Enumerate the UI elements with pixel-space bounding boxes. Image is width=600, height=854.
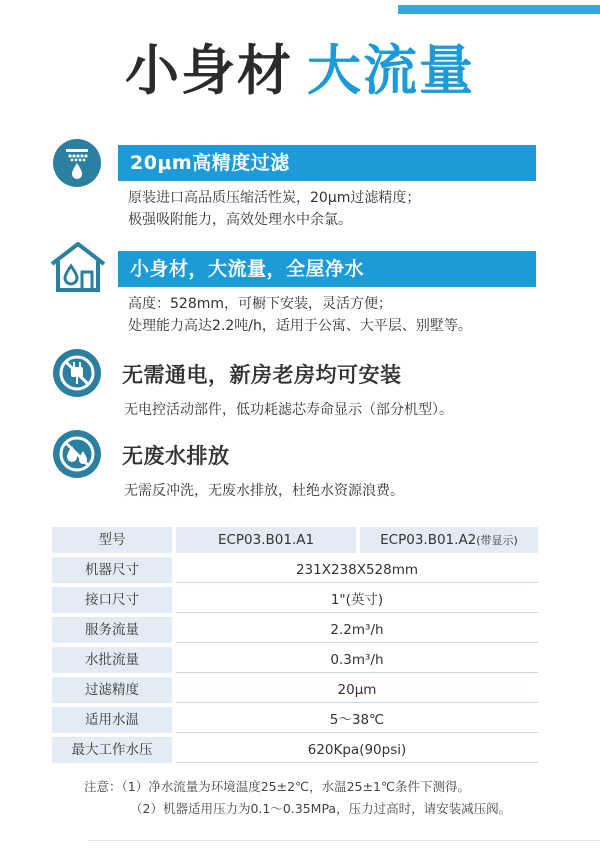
header-model1: ECP03.B01.A1 (176, 527, 356, 553)
feature2-desc (128, 293, 472, 337)
row-value: 620Kpa(90psi) (176, 737, 538, 763)
row-label: 适用水温 (52, 707, 172, 733)
header-label: 型号 (52, 527, 172, 553)
spec-table (52, 527, 538, 767)
bottom-divider (88, 840, 600, 841)
table-row (52, 557, 538, 587)
feature1-title: 20μm高精度过滤 (118, 145, 536, 181)
feature2-line1: 高度：528mm，可橱下安装，灵活方便； (128, 296, 392, 312)
note-line1 (84, 777, 470, 795)
header-model2 (360, 527, 538, 553)
row-value: 0.3m³/h (176, 647, 538, 673)
row-value: 5～38℃ (176, 707, 538, 733)
table-row (52, 677, 538, 707)
headline-part2: 大流量 (307, 39, 475, 102)
row-label: 最大工作水压 (52, 737, 172, 763)
header-model2-name: ECP03.B01.A2 (380, 532, 477, 548)
feature1-line1: 原装进口高品质压缩活性炭，20μm过滤精度； (128, 190, 421, 206)
feature2-line2: 处理能力高达2.2吨/h，适用于公寓、大平层、别墅等。 (128, 318, 472, 334)
page-headline (0, 38, 600, 104)
table-row (52, 617, 538, 647)
no-plug-icon (53, 349, 101, 397)
feature4-line1: 无需反冲洗，无废水排放，杜绝水资源浪费。 (124, 483, 404, 499)
feature1-line2: 极强吸附能力，高效处理水中余氯。 (128, 212, 352, 228)
table-row (52, 707, 538, 737)
row-label: 水批流量 (52, 647, 172, 673)
row-value: 1"(英寸) (176, 587, 538, 613)
shower-drop-icon (53, 139, 101, 187)
row-value: 20μm (176, 677, 538, 703)
row-label: 服务流量 (52, 617, 172, 643)
table-row (52, 647, 538, 677)
row-label: 过滤精度 (52, 677, 172, 703)
row-value: 231X238X528mm (176, 557, 538, 583)
top-accent-bar (398, 5, 600, 14)
feature2-title: 小身材，大流量，全屋净水 (118, 251, 536, 287)
row-label: 接口尺寸 (52, 587, 172, 613)
feature3-desc (124, 399, 453, 421)
headline-part1: 小身材 (125, 39, 293, 102)
feature3-line1: 无电控活动部件，低功耗滤芯寿命显示（部分机型）。 (124, 402, 453, 418)
header-model2-note: (带显示) (476, 534, 518, 547)
table-header-row (52, 527, 538, 557)
note-prefix: 注意： (84, 779, 122, 794)
table-row (52, 587, 538, 617)
note-line2: （2）机器适用压力为0.1～0.35MPa，压力过高时，请安装减压阀。 (130, 801, 512, 816)
row-value: 2.2m³/h (176, 617, 538, 643)
note-text1: （1）净水流量为环境温度25±2℃，水温25±1℃条件下测得。 (121, 779, 470, 794)
feature4-title: 无废水排放 (122, 444, 230, 468)
feature1-desc (128, 187, 420, 231)
feature3-title: 无需通电，新房老房均可安装 (122, 363, 402, 387)
table-row (52, 737, 538, 767)
house-drop-icon (49, 240, 107, 298)
feature4-desc (124, 480, 404, 502)
no-waste-water-icon (53, 430, 101, 478)
row-label: 机器尺寸 (52, 557, 172, 583)
